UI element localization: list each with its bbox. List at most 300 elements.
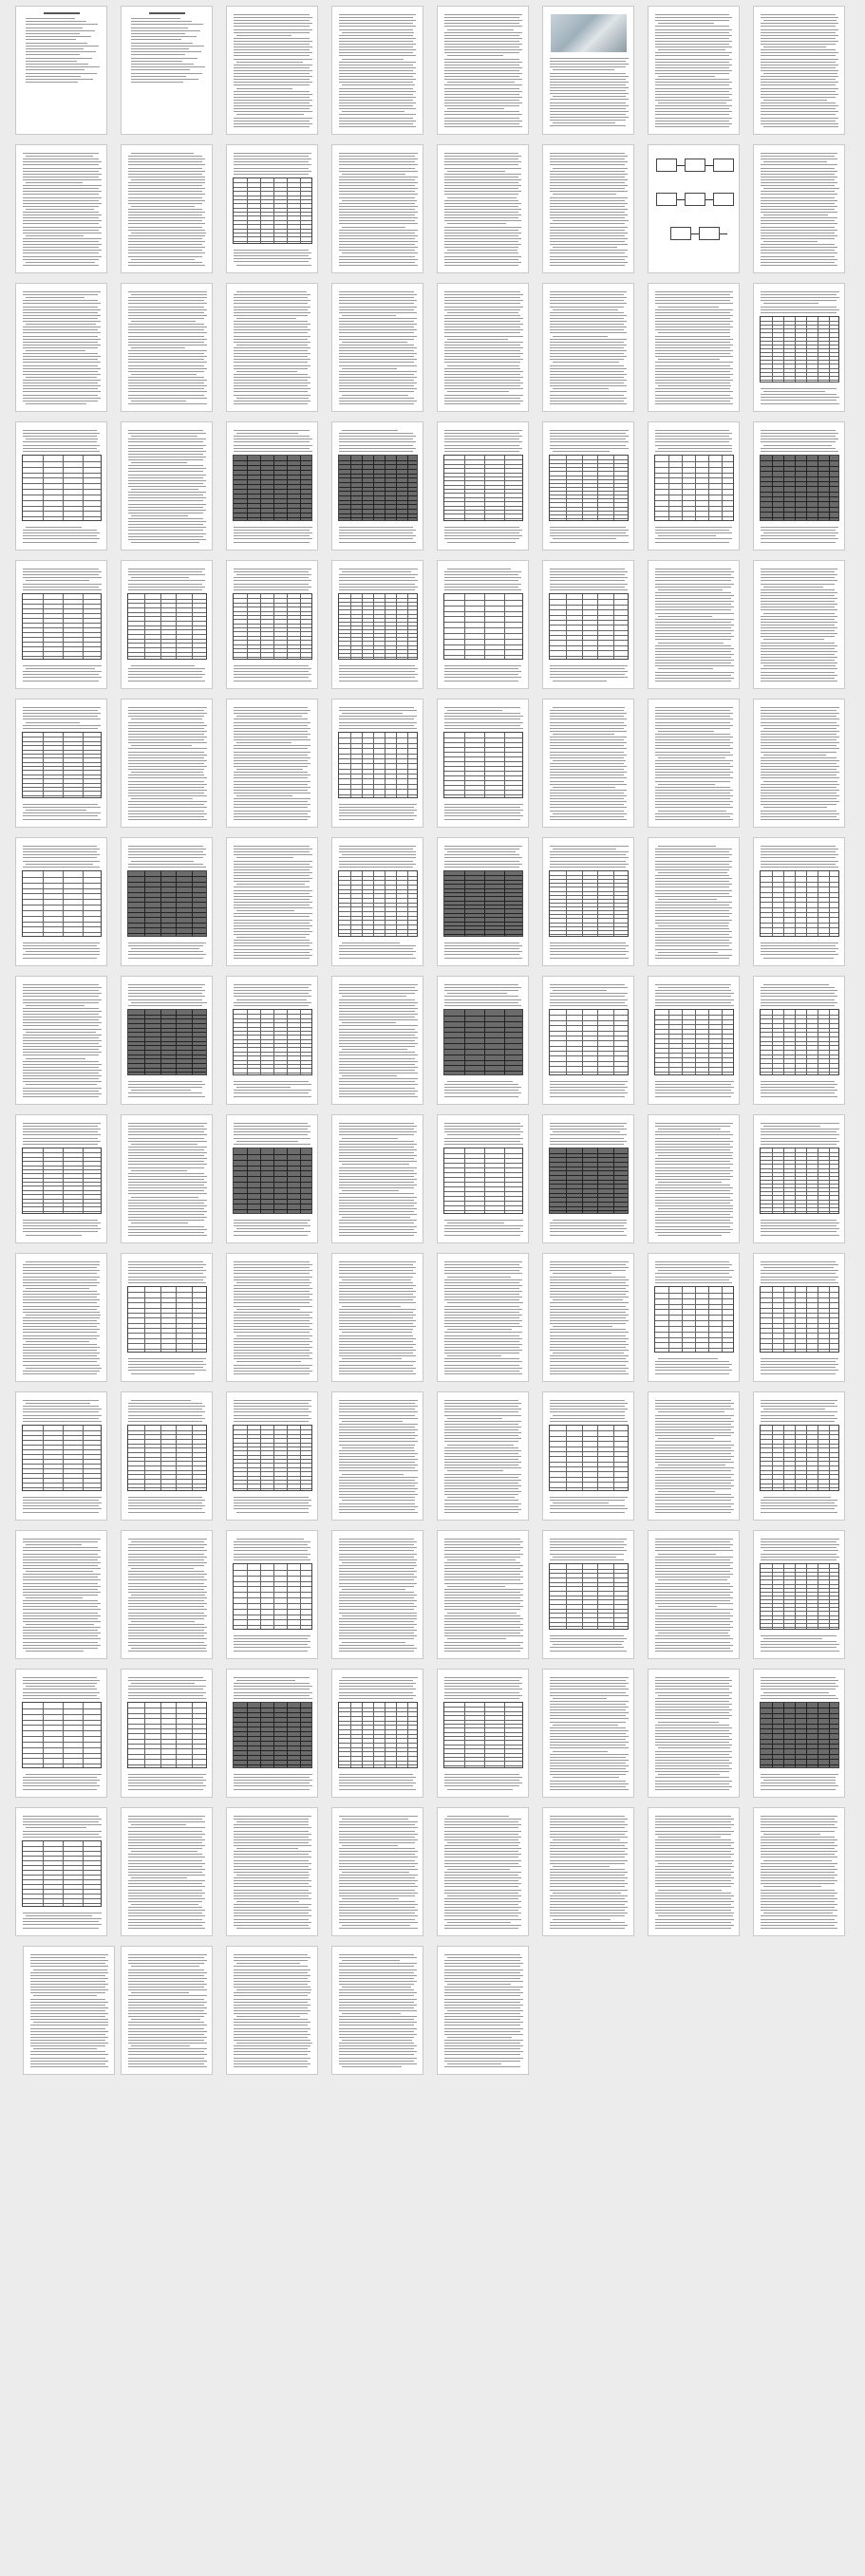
text-line	[23, 1635, 98, 1636]
text-line	[550, 1877, 628, 1878]
text-line	[23, 1574, 101, 1575]
page-thumbnail[interactable]	[437, 837, 529, 966]
text-line	[128, 1565, 204, 1566]
text-line	[550, 1335, 626, 1336]
text-line	[23, 1698, 100, 1699]
page-thumbnail[interactable]	[15, 976, 107, 1105]
text-line	[234, 1123, 308, 1124]
text-line	[236, 999, 307, 1000]
text-line	[128, 332, 207, 333]
text-line	[234, 445, 312, 446]
text-line	[339, 1875, 418, 1876]
text-line	[128, 990, 205, 991]
text-line	[128, 168, 202, 169]
text-line	[234, 303, 308, 304]
text-line	[447, 1329, 512, 1330]
page-thumbnail[interactable]	[753, 144, 845, 273]
text-line	[655, 542, 729, 543]
text-line	[339, 851, 416, 852]
text-line	[30, 1975, 105, 1976]
page-thumbnail[interactable]	[542, 560, 634, 689]
text-line	[23, 1645, 101, 1646]
page-thumbnail[interactable]	[331, 283, 423, 412]
text-line	[234, 300, 310, 301]
page-thumbnail[interactable]	[542, 837, 634, 966]
text-line	[339, 259, 418, 260]
text-line	[444, 262, 521, 263]
text-line	[655, 760, 733, 761]
text-line	[128, 1084, 205, 1085]
text-line	[655, 945, 729, 946]
text-line	[234, 1126, 310, 1127]
toc-line	[26, 24, 99, 25]
page-thumbnail[interactable]	[331, 1946, 423, 2075]
text-line	[655, 1925, 734, 1926]
page-thumbnail[interactable]	[226, 421, 318, 551]
text-line	[444, 156, 521, 157]
page-thumbnail[interactable]	[15, 1530, 107, 1659]
text-line	[131, 1400, 191, 1401]
text-line	[444, 1592, 520, 1593]
text-line	[447, 542, 516, 543]
page-thumbnail[interactable]	[437, 1253, 529, 1382]
text-line	[655, 395, 730, 396]
text-line	[128, 1999, 204, 2000]
page-thumbnail[interactable]	[15, 1253, 107, 1382]
text-line	[550, 1641, 624, 1642]
page-thumbnail[interactable]	[753, 1253, 845, 1382]
text-line	[550, 265, 625, 266]
page-thumbnail[interactable]	[331, 6, 423, 135]
text-line	[128, 471, 203, 472]
text-line	[339, 1002, 418, 1003]
text-line	[761, 1816, 837, 1817]
text-line	[447, 1277, 511, 1278]
text-line	[444, 1910, 518, 1911]
page-thumbnail[interactable]	[753, 1807, 845, 1936]
page-thumbnail[interactable]	[226, 283, 318, 412]
text-line	[444, 1893, 518, 1894]
page-thumbnail[interactable]	[753, 699, 845, 828]
page-thumbnail[interactable]	[15, 283, 107, 412]
text-line	[26, 1261, 100, 1262]
page-thumbnail[interactable]	[542, 699, 634, 828]
text-line	[339, 179, 415, 180]
page-thumbnail[interactable]	[121, 560, 213, 689]
page-thumbnail[interactable]	[753, 837, 845, 966]
page-thumbnail[interactable]	[542, 421, 634, 551]
text-line	[339, 1999, 417, 2000]
text-line	[234, 1544, 308, 1545]
text-line	[655, 1005, 734, 1006]
page-thumbnail[interactable]	[648, 976, 740, 1105]
page-thumbnail[interactable]	[15, 1114, 107, 1243]
text-line	[128, 1774, 206, 1775]
text-line	[550, 1765, 629, 1766]
text-line	[550, 1781, 626, 1782]
text-line	[761, 1869, 837, 1870]
text-line	[444, 1270, 519, 1271]
text-line	[234, 875, 310, 876]
page-thumbnail[interactable]	[121, 976, 213, 1105]
text-line	[763, 958, 834, 959]
page-thumbnail[interactable]	[437, 1114, 529, 1243]
text-line	[658, 1358, 718, 1359]
page-thumbnail[interactable]	[753, 421, 845, 551]
text-line	[128, 716, 204, 717]
text-line	[339, 350, 414, 351]
text-line	[128, 371, 204, 372]
text-line	[128, 1232, 204, 1233]
page-thumbnail[interactable]	[648, 6, 740, 135]
text-line	[655, 324, 730, 325]
page-thumbnail[interactable]	[121, 1114, 213, 1243]
text-line	[444, 123, 519, 124]
page-thumbnail[interactable]	[331, 1114, 423, 1243]
text-line	[128, 507, 203, 508]
page-thumbnail[interactable]	[23, 1946, 115, 2075]
page-thumbnail[interactable]	[648, 144, 740, 273]
text-line	[23, 433, 100, 434]
text-line	[447, 108, 504, 109]
text-line	[23, 448, 97, 449]
text-line	[128, 1179, 204, 1180]
text-line	[234, 1138, 310, 1139]
page-thumbnail[interactable]	[331, 421, 423, 551]
page-thumbnail[interactable]	[753, 1391, 845, 1521]
page-thumbnail[interactable]	[437, 144, 529, 273]
page-thumbnail[interactable]	[437, 283, 529, 412]
text-line	[655, 105, 732, 106]
page-thumbnail[interactable]	[542, 1391, 634, 1521]
text-line	[550, 1880, 625, 1881]
page-thumbnail[interactable]	[121, 421, 213, 551]
text-line	[26, 350, 85, 351]
text-line	[234, 801, 308, 802]
text-line	[339, 398, 414, 399]
text-line	[550, 1371, 626, 1372]
page-thumbnail[interactable]	[437, 1530, 529, 1659]
text-line	[128, 1370, 206, 1371]
text-line	[131, 1648, 206, 1649]
text-line	[550, 1883, 628, 1884]
text-line	[761, 259, 837, 260]
text-line	[339, 1368, 416, 1369]
page-thumbnail[interactable]	[437, 699, 529, 828]
text-line	[761, 777, 839, 778]
text-line	[234, 899, 310, 900]
text-line	[128, 1586, 207, 1587]
text-line	[550, 1827, 625, 1828]
text-line	[655, 1164, 733, 1165]
text-line	[339, 1603, 414, 1604]
text-line	[655, 801, 733, 802]
page-thumbnail[interactable]	[648, 837, 740, 966]
page-thumbnail[interactable]	[753, 6, 845, 135]
page-thumbnail[interactable]	[226, 699, 318, 828]
text-line	[234, 1907, 309, 1908]
text-line	[128, 1910, 205, 1911]
text-line	[444, 1403, 521, 1404]
text-line	[655, 1427, 734, 1428]
page-thumbnail[interactable]	[15, 560, 107, 689]
page-thumbnail[interactable]	[648, 1669, 740, 1798]
text-line	[553, 220, 629, 221]
page-thumbnail[interactable]	[648, 1391, 740, 1521]
text-line	[339, 1574, 414, 1575]
page-thumbnail[interactable]	[226, 837, 318, 966]
text-line	[761, 38, 836, 39]
text-line	[444, 436, 522, 437]
page-thumbnail[interactable]	[331, 1669, 423, 1798]
text-line	[234, 356, 308, 357]
text-line	[339, 728, 417, 729]
text-line	[655, 1680, 732, 1681]
page-thumbnail[interactable]	[226, 560, 318, 689]
page-thumbnail[interactable]	[648, 699, 740, 828]
text-line	[128, 584, 202, 585]
page-thumbnail[interactable]	[121, 283, 213, 412]
text-line	[128, 1597, 207, 1598]
text-line	[655, 584, 734, 585]
page-thumbnail[interactable]	[121, 1391, 213, 1521]
text-line	[444, 725, 520, 726]
page-thumbnail[interactable]	[226, 1253, 318, 1382]
text-line	[655, 1875, 731, 1876]
page-thumbnail[interactable]	[121, 1253, 213, 1382]
text-line	[444, 174, 521, 175]
page-thumbnail[interactable]	[542, 976, 634, 1105]
text-line	[23, 1088, 102, 1089]
text-line	[444, 1544, 520, 1545]
text-line	[550, 1329, 626, 1330]
text-line	[234, 1978, 308, 1979]
text-line	[761, 265, 837, 266]
text-line	[761, 864, 836, 865]
text-line	[234, 1096, 311, 1097]
text-line	[444, 1866, 521, 1867]
page-thumbnail[interactable]	[121, 1530, 213, 1659]
text-line	[550, 1851, 625, 1852]
page-thumbnail[interactable]	[331, 1807, 423, 1936]
page-thumbnail[interactable]	[15, 6, 107, 135]
page-thumbnail[interactable]	[121, 699, 213, 828]
text-line	[23, 1785, 100, 1786]
page-thumbnail[interactable]	[15, 1807, 107, 1936]
text-line	[342, 1589, 405, 1590]
table	[760, 1702, 839, 1768]
text-line	[444, 88, 519, 89]
page-thumbnail[interactable]	[226, 6, 318, 135]
page-thumbnail[interactable]	[331, 1530, 423, 1659]
text-line	[128, 2031, 207, 2032]
text-line	[444, 362, 520, 363]
page-thumbnail[interactable]	[121, 144, 213, 273]
page-thumbnail[interactable]	[542, 6, 634, 135]
text-line	[550, 1338, 629, 1339]
page-thumbnail[interactable]	[753, 1530, 845, 1659]
text-line	[339, 126, 416, 127]
text-line	[236, 2043, 312, 2044]
text-line	[447, 2063, 501, 2064]
page-thumbnail[interactable]	[331, 560, 423, 689]
text-line	[550, 1890, 628, 1891]
text-line	[761, 1512, 837, 1513]
text-line	[655, 993, 734, 994]
page-thumbnail[interactable]	[542, 1669, 634, 1798]
text-line	[128, 212, 205, 213]
text-line	[128, 811, 204, 812]
page-thumbnail[interactable]	[121, 1946, 213, 2075]
page-thumbnail[interactable]	[15, 144, 107, 273]
text-line	[444, 377, 523, 378]
page-thumbnail[interactable]	[542, 1530, 634, 1659]
page-thumbnail[interactable]	[226, 144, 318, 273]
page-thumbnail[interactable]	[648, 560, 740, 689]
page-thumbnail[interactable]	[542, 283, 634, 412]
text-line	[655, 787, 730, 788]
page-thumbnail[interactable]	[437, 976, 529, 1105]
page-thumbnail[interactable]	[542, 1807, 634, 1936]
page-thumbnail[interactable]	[15, 837, 107, 966]
page-thumbnail[interactable]	[15, 1669, 107, 1798]
text-line	[128, 185, 202, 186]
text-line	[26, 668, 95, 669]
text-line	[447, 391, 509, 392]
text-line	[550, 1123, 627, 1124]
page-thumbnail[interactable]	[121, 1807, 213, 1936]
text-line	[234, 1285, 310, 1286]
page-thumbnail[interactable]	[121, 1669, 213, 1798]
text-line	[763, 587, 823, 588]
page-thumbnail[interactable]	[226, 1530, 318, 1659]
text-line	[444, 153, 518, 154]
text-line	[444, 1839, 518, 1840]
text-line	[128, 867, 206, 868]
page-thumbnail[interactable]	[437, 560, 529, 689]
page-thumbnail[interactable]	[226, 1114, 318, 1243]
page-thumbnail[interactable]	[121, 837, 213, 966]
page-thumbnail[interactable]	[331, 144, 423, 273]
text-line	[444, 1371, 519, 1372]
text-line	[761, 238, 835, 239]
text-line	[658, 846, 716, 847]
text-line	[128, 1141, 207, 1142]
page-thumbnail[interactable]	[226, 976, 318, 1105]
text-line	[131, 1904, 198, 1905]
page-thumbnail[interactable]	[648, 421, 740, 551]
text-line	[447, 171, 505, 172]
text-line	[128, 1686, 206, 1687]
text-line	[128, 1562, 207, 1563]
text-line	[128, 1193, 207, 1194]
text-line	[761, 678, 835, 679]
page-thumbnail[interactable]	[15, 421, 107, 551]
text-line	[553, 388, 609, 389]
page-thumbnail[interactable]	[648, 1530, 740, 1659]
page-thumbnail[interactable]	[648, 1253, 740, 1382]
page-thumbnail[interactable]	[437, 1946, 529, 2075]
page-thumbnail[interactable]	[542, 1253, 634, 1382]
page-thumbnail[interactable]	[753, 560, 845, 689]
text-line	[655, 1698, 732, 1699]
text-line	[339, 91, 416, 92]
text-line	[23, 1618, 98, 1619]
page-thumbnail[interactable]	[331, 1391, 423, 1521]
page-thumbnail[interactable]	[121, 6, 213, 135]
page-thumbnail[interactable]	[226, 1807, 318, 1936]
page-thumbnail[interactable]	[648, 1807, 740, 1936]
text-line	[342, 1872, 409, 1873]
text-line	[655, 819, 733, 820]
page-thumbnail[interactable]	[648, 283, 740, 412]
page-thumbnail[interactable]	[437, 1807, 529, 1936]
page-thumbnail[interactable]	[15, 1391, 107, 1521]
text-line	[23, 1228, 101, 1229]
text-line	[761, 1827, 837, 1828]
text-line	[339, 987, 415, 988]
page-thumbnail[interactable]	[226, 1946, 318, 2075]
page-thumbnail[interactable]	[753, 283, 845, 412]
page-thumbnail[interactable]	[753, 1114, 845, 1243]
page-thumbnail[interactable]	[542, 144, 634, 273]
text-line	[128, 161, 202, 162]
page-thumbnail[interactable]	[648, 1114, 740, 1243]
page-thumbnail[interactable]	[226, 1669, 318, 1798]
text-line	[26, 1288, 89, 1289]
text-line	[236, 795, 292, 796]
text-line	[131, 1002, 207, 1003]
text-line	[444, 241, 518, 242]
text-line	[23, 436, 97, 437]
text-line	[655, 1789, 729, 1790]
page-thumbnail[interactable]	[15, 699, 107, 828]
text-line	[444, 2019, 520, 2020]
page-thumbnail[interactable]	[542, 1114, 634, 1243]
text-line	[550, 1736, 629, 1737]
page-thumbnail[interactable]	[331, 1253, 423, 1382]
text-line	[655, 62, 729, 63]
page-thumbnail[interactable]	[226, 1391, 318, 1521]
page-thumbnail[interactable]	[753, 1669, 845, 1798]
text-line	[550, 1141, 627, 1142]
text-line	[655, 1869, 731, 1870]
text-line	[761, 996, 837, 997]
text-line	[234, 867, 312, 868]
page-thumbnail[interactable]	[331, 699, 423, 828]
page-thumbnail[interactable]	[437, 1669, 529, 1798]
text-line	[30, 2002, 108, 2003]
text-line	[234, 1005, 309, 1006]
text-line	[658, 731, 714, 732]
page-thumbnail[interactable]	[331, 837, 423, 966]
text-line	[23, 362, 101, 363]
text-line	[339, 1816, 418, 1817]
page-thumbnail[interactable]	[753, 976, 845, 1105]
text-line	[444, 713, 520, 714]
text-line	[444, 846, 522, 847]
page-thumbnail[interactable]	[437, 1391, 529, 1521]
text-line	[339, 318, 417, 319]
page-thumbnail[interactable]	[331, 976, 423, 1105]
page-thumbnail[interactable]	[437, 421, 529, 551]
text-line	[655, 813, 733, 814]
text-line	[550, 1709, 626, 1710]
text-line	[655, 391, 733, 392]
text-line	[26, 1571, 93, 1572]
text-line	[550, 716, 624, 717]
page-thumbnail[interactable]	[437, 6, 529, 135]
